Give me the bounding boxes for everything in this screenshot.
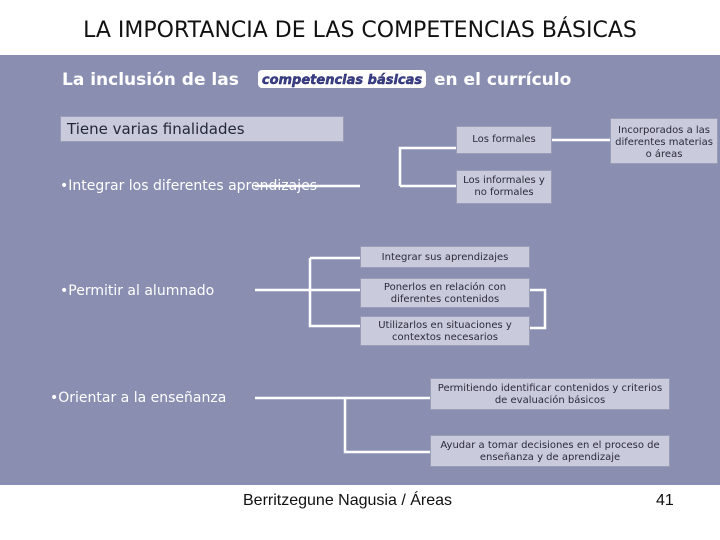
page-number: 41: [656, 492, 674, 509]
box-incorporados: Incorporados a las diferentes materias o áreas: [610, 118, 718, 164]
box-utilizarlos: Utilizarlos en situaciones y contextos necesarios: [360, 316, 530, 346]
heading-box: Tiene varias finalidades: [60, 116, 344, 142]
subtitle-suffix: en el currículo: [434, 70, 572, 90]
box-integrar-aprendizajes: Integrar sus aprendizajes: [360, 246, 530, 268]
footer-text: Berritzegune Nagusia / Áreas: [243, 492, 452, 509]
item-label-orientar: •Orientar a la enseñanza: [50, 390, 227, 406]
item-label-permitir: •Permitir al alumnado: [60, 283, 215, 299]
svg-text:competencias básicas: competencias básicas: [261, 73, 423, 88]
slide-title: LA IMPORTANCIA DE LAS COMPETENCIAS BÁSICAS: [83, 18, 637, 43]
box-formales: Los formales: [456, 126, 552, 154]
subtitle-prefix: La inclusión de las: [62, 70, 239, 90]
box-permitiendo-identificar: Permitiendo identificar contenidos y criterios de evaluación básicos: [430, 378, 670, 410]
box-ayudar-decisiones: Ayudar a tomar decisiones en el proceso de enseñanza y de aprendizaje: [430, 435, 670, 467]
item-label-integrar: •Integrar los diferentes aprendizajes: [60, 178, 317, 194]
box-informales: Los informales y no formales: [456, 170, 552, 204]
box-ponerlos-relacion: Ponerlos en relación con diferentes contenidos: [360, 278, 530, 308]
